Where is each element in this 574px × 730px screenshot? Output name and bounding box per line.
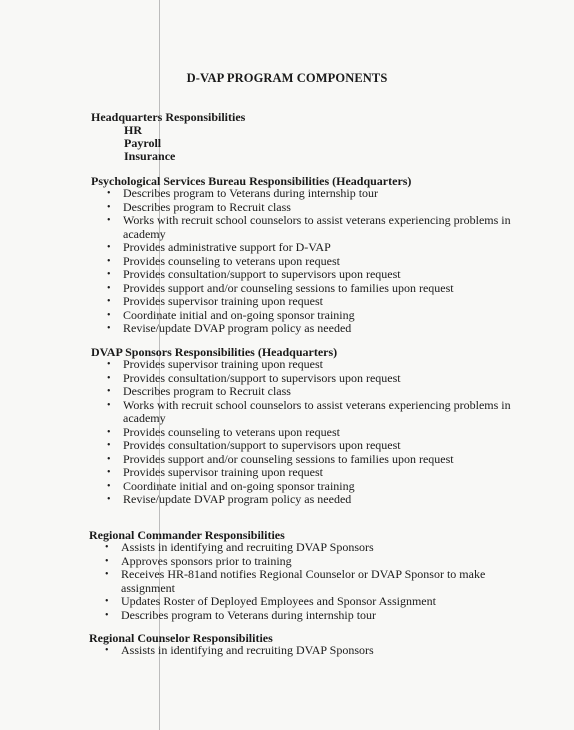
- list-item: [107, 439, 511, 453]
- list-item: [107, 480, 511, 494]
- list-item: [107, 255, 511, 269]
- list-item: [107, 309, 511, 323]
- list-item-text: Provides support and/or counseling sessions to families upon request: [123, 451, 454, 466]
- list-item-text: Describes program to Veterans during internship tour: [123, 186, 379, 200]
- list-item-text: Provides consultation/support to supervisors upon request: [123, 370, 401, 385]
- list-item: [105, 644, 374, 658]
- list-item-text: Coordinate initial and on-going sponsor training: [123, 307, 355, 322]
- bullet-icon: •: [107, 282, 111, 294]
- list-item-text: Receives HR-81and notifies Regional Counselor or DVAP Sponsor to make: [121, 567, 486, 581]
- list-item-continuation: [107, 412, 511, 426]
- list-item: [107, 201, 511, 215]
- bullet-icon: •: [107, 323, 111, 334]
- list-item: [107, 282, 511, 296]
- list-item-text: Provides counseling to veterans upon request: [123, 253, 340, 268]
- bullet-icon: •: [107, 480, 111, 492]
- list-item-text: Provides counseling to veterans upon request: [123, 424, 340, 439]
- bullet-icon: •: [107, 426, 111, 438]
- list-item-text: Updates Roster of Deployed Employees and Sponsor Assignment: [121, 594, 436, 608]
- regional-counselor-list: [105, 644, 374, 658]
- list-item-text: Provides supervisor training upon request: [123, 357, 323, 371]
- sponsors-list: [107, 358, 511, 507]
- list-item: [107, 372, 511, 386]
- bullet-icon: •: [107, 372, 111, 384]
- list-item-text: Describes program to Veterans during internship tour: [121, 607, 377, 622]
- list-item-text: academy: [123, 226, 166, 241]
- regional-commander-heading: Regional Commander Responsibilities: [89, 528, 285, 542]
- sponsors-heading: DVAP Sponsors Responsibilities (Headquarters): [91, 345, 338, 359]
- list-item-text: Revise/update DVAP program policy as needed: [123, 492, 352, 506]
- bullet-icon: •: [107, 269, 111, 280]
- bullet-icon: •: [107, 494, 111, 505]
- list-item-text: Provides supervisor training upon request: [123, 294, 323, 308]
- list-item-text: Provides supervisor training upon request: [123, 465, 323, 479]
- bullet-icon: •: [107, 359, 111, 370]
- bullet-icon: •: [105, 645, 109, 656]
- bullet-icon: •: [107, 399, 111, 411]
- list-item-text: Provides consultation/support to supervisors upon request: [123, 267, 401, 281]
- bullet-icon: •: [107, 453, 111, 465]
- regional-commander-list: [105, 541, 485, 622]
- psych-services-heading: Psychological Services Bureau Responsibilities (Headquarters): [91, 174, 412, 188]
- bullet-icon: •: [107, 296, 111, 307]
- bullet-icon: •: [107, 309, 111, 321]
- list-item-text: Revise/update DVAP program policy as needed: [123, 321, 352, 335]
- bullet-icon: •: [107, 215, 111, 226]
- list-item: [107, 241, 511, 255]
- list-item-text: Provides consultation/support to supervisors upon request: [123, 438, 401, 452]
- list-item-text: Assists in identifying and recruiting DVAP Sponsors: [121, 540, 374, 554]
- bullet-icon: •: [105, 596, 109, 607]
- list-item: [105, 609, 485, 623]
- list-item-continuation: [107, 228, 511, 242]
- bullet-icon: •: [107, 386, 111, 397]
- list-item-text: Describes program to Recruit class: [123, 384, 291, 398]
- headquarters-item-payroll: Payroll: [124, 136, 162, 150]
- list-item-text: Works with recruit school counselors to assist veterans experiencing problems in: [123, 397, 511, 412]
- list-item: [105, 555, 485, 569]
- list-item: [107, 399, 511, 413]
- bullet-icon: •: [107, 255, 111, 267]
- bullet-icon: •: [107, 467, 111, 478]
- bullet-icon: •: [107, 440, 111, 451]
- list-item-text: Coordinate initial and on-going sponsor training: [123, 478, 355, 493]
- psych-services-list: [107, 187, 511, 336]
- bullet-icon: •: [105, 569, 109, 580]
- document-title: D-VAP PROGRAM COMPONENTS: [186, 71, 388, 85]
- list-item: [107, 358, 511, 372]
- bullet-icon: •: [105, 542, 109, 553]
- list-item: [107, 453, 511, 467]
- list-item: [107, 268, 511, 282]
- list-item-text: assignment: [121, 580, 175, 595]
- list-item-text: Assists in identifying and recruiting DVAP Sponsors: [121, 643, 374, 657]
- headquarters-item-insurance: Insurance: [124, 149, 176, 163]
- bullet-icon: •: [105, 609, 109, 621]
- headquarters-item-hr: HR: [124, 123, 142, 137]
- list-item-text: academy: [123, 411, 166, 425]
- list-item: [107, 385, 511, 399]
- bullet-icon: •: [107, 242, 111, 253]
- list-item-text: Provides administrative support for D-VAP: [123, 240, 331, 254]
- list-item: [107, 466, 511, 480]
- bullet-icon: •: [107, 188, 111, 199]
- headquarters-heading: Headquarters Responsibilities: [91, 110, 246, 124]
- list-item: [105, 568, 485, 582]
- list-item: [107, 493, 511, 507]
- list-item: [107, 187, 511, 201]
- bullet-icon: •: [105, 555, 109, 567]
- bullet-icon: •: [107, 201, 111, 213]
- list-item-text: Provides support and/or counseling sessions to families upon request: [123, 280, 454, 295]
- list-item-text: Describes program to Recruit class: [123, 199, 291, 214]
- list-item: [105, 541, 485, 555]
- list-item: [105, 595, 485, 609]
- list-item: [107, 322, 511, 336]
- list-item-continuation: [105, 582, 485, 596]
- regional-counselor-heading: Regional Counselor Responsibilities: [89, 631, 273, 645]
- list-item-text: Works with recruit school counselors to assist veterans experiencing problems in: [123, 213, 511, 227]
- list-item: [107, 214, 511, 228]
- list-item-text: Approves sponsors prior to training: [121, 553, 292, 568]
- list-item: [107, 295, 511, 309]
- list-item: [107, 426, 511, 440]
